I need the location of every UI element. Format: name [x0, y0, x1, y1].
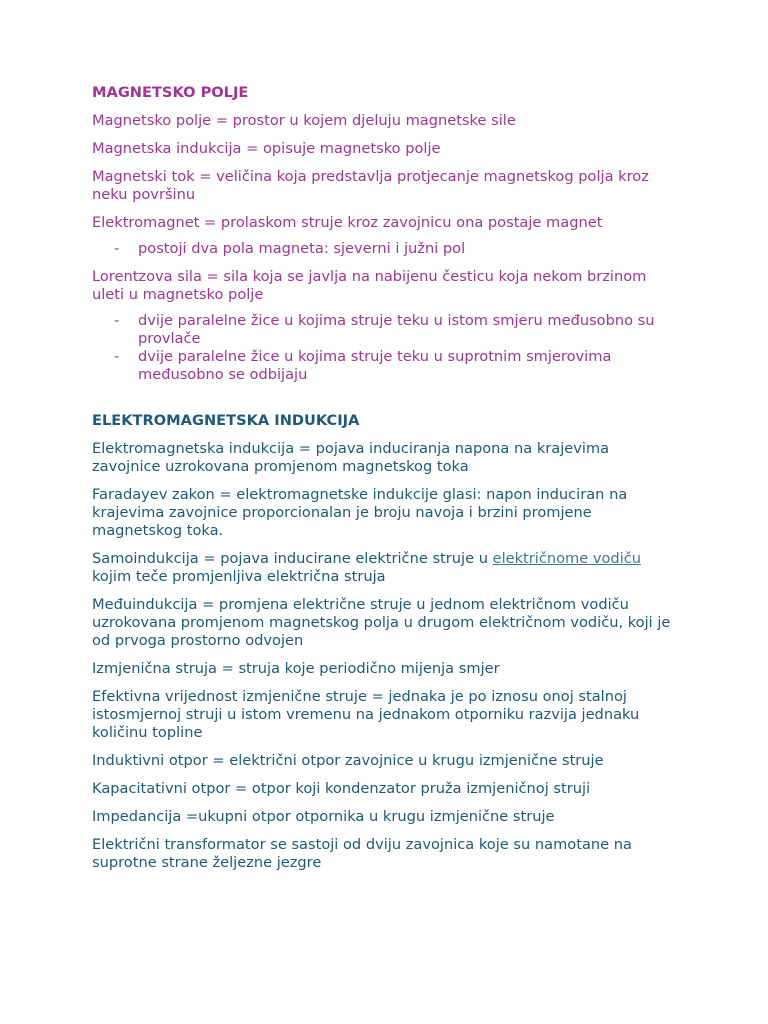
bullet-dash: -	[114, 312, 120, 329]
link-elektricnome-vodicu[interactable]: električnome vodiču	[492, 550, 642, 567]
paragraph-efektivna-vrijednost: Efektivna vrijednost izmjenične struje = jednaka je po iznosu onoj stalnoj istosmjernoj struji u istom vremenu na jednakom otporniku razvija jednaku količinu topline	[92, 688, 640, 741]
samoindukcija-text-start: Samoindukcija = pojava inducirane električne struje u	[92, 550, 493, 567]
paragraph-elektricni-transformator: Električni transformator se sastoji od dviju zavojnica koje su namotane na suprotne strane željezne jezgre	[92, 836, 632, 871]
paragraph-meduindukcija: Međuindukcija = promjena električne struje u jednom električnom vodiču uzrokovana promjenom magnetskog polja u drugom električnom vodiču, koji je od prvoga prostorno odvojen	[92, 596, 671, 649]
paragraph-lorentzova-sila: Lorentzova sila = sila koja se javlja na nabijenu česticu koja nekom brzinom uleti u magnetsko polje	[92, 268, 647, 303]
heading-magnetsko-polje: MAGNETSKO POLJE	[92, 84, 249, 101]
heading-elektromagnetska-indukcija: ELEKTROMAGNETSKA INDUKCIJA	[92, 412, 360, 429]
bullet-dash: -	[114, 348, 120, 365]
paragraph-impedancija: Impedancija =ukupni otpor otpornika u krugu izmjenične struje	[92, 808, 555, 825]
section-elektromagnetska-indukcija	[92, 412, 672, 872]
list-elektromagnet	[92, 240, 672, 258]
paragraph-elektromagnetska-indukcija: Elektromagnetska indukcija = pojava induciranja napona na krajevima zavojnice uzrokovana promjenom magnetskog toka	[92, 440, 610, 475]
list-item-text: dvije paralelne žice u kojima struje teku u suprotnim smjerovima međusobno se odbijaju	[138, 348, 612, 383]
paragraph-magnetski-tok: Magnetski tok = veličina koja predstavlja protjecanje magnetskog polja kroz neku površinu	[92, 168, 649, 203]
paragraph-izmjenicna-struja: Izmjenična struja = struja koje periodično mijenja smjer	[92, 660, 500, 677]
paragraph-elektromagnet: Elektromagnet = prolaskom struje kroz zavojnicu ona postaje magnet	[92, 214, 603, 231]
paragraph-samoindukcija	[92, 550, 672, 586]
list-item-text: dvije paralelne žice u kojima struje teku u istom smjeru međusobno su provlače	[138, 312, 655, 347]
paragraph-magnetsko-polje: Magnetsko polje = prostor u kojem djeluju magnetske sile	[92, 112, 516, 129]
list-item	[92, 348, 672, 384]
samoindukcija-text-end: kojim teče promjenljiva električna struja	[92, 568, 386, 585]
paragraph-magnetska-indukcija: Magnetska indukcija = opisuje magnetsko polje	[92, 140, 441, 157]
paragraph-faradayev-zakon: Faradayev zakon = elektromagnetske indukcije glasi: napon induciran na krajevima zavojnice proporcionalan je broju navoja i brzini promjene magnetskog toka.	[92, 486, 628, 539]
paragraph-kapacitativni-otpor: Kapacitativni otpor = otpor koji kondenzator pruža izmjeničnoj struji	[92, 780, 591, 797]
paragraph-induktivni-otpor: Induktivni otpor = električni otpor zavojnice u krugu izmjenične struje	[92, 752, 604, 769]
list-item	[92, 312, 672, 348]
bullet-dash: -	[114, 240, 120, 257]
section-magnetsko-polje	[92, 84, 672, 384]
list-lorentzova-sila	[92, 312, 672, 384]
list-item-text: postoji dva pola magneta: sjeverni i južni pol	[138, 240, 466, 257]
list-item	[92, 240, 672, 258]
